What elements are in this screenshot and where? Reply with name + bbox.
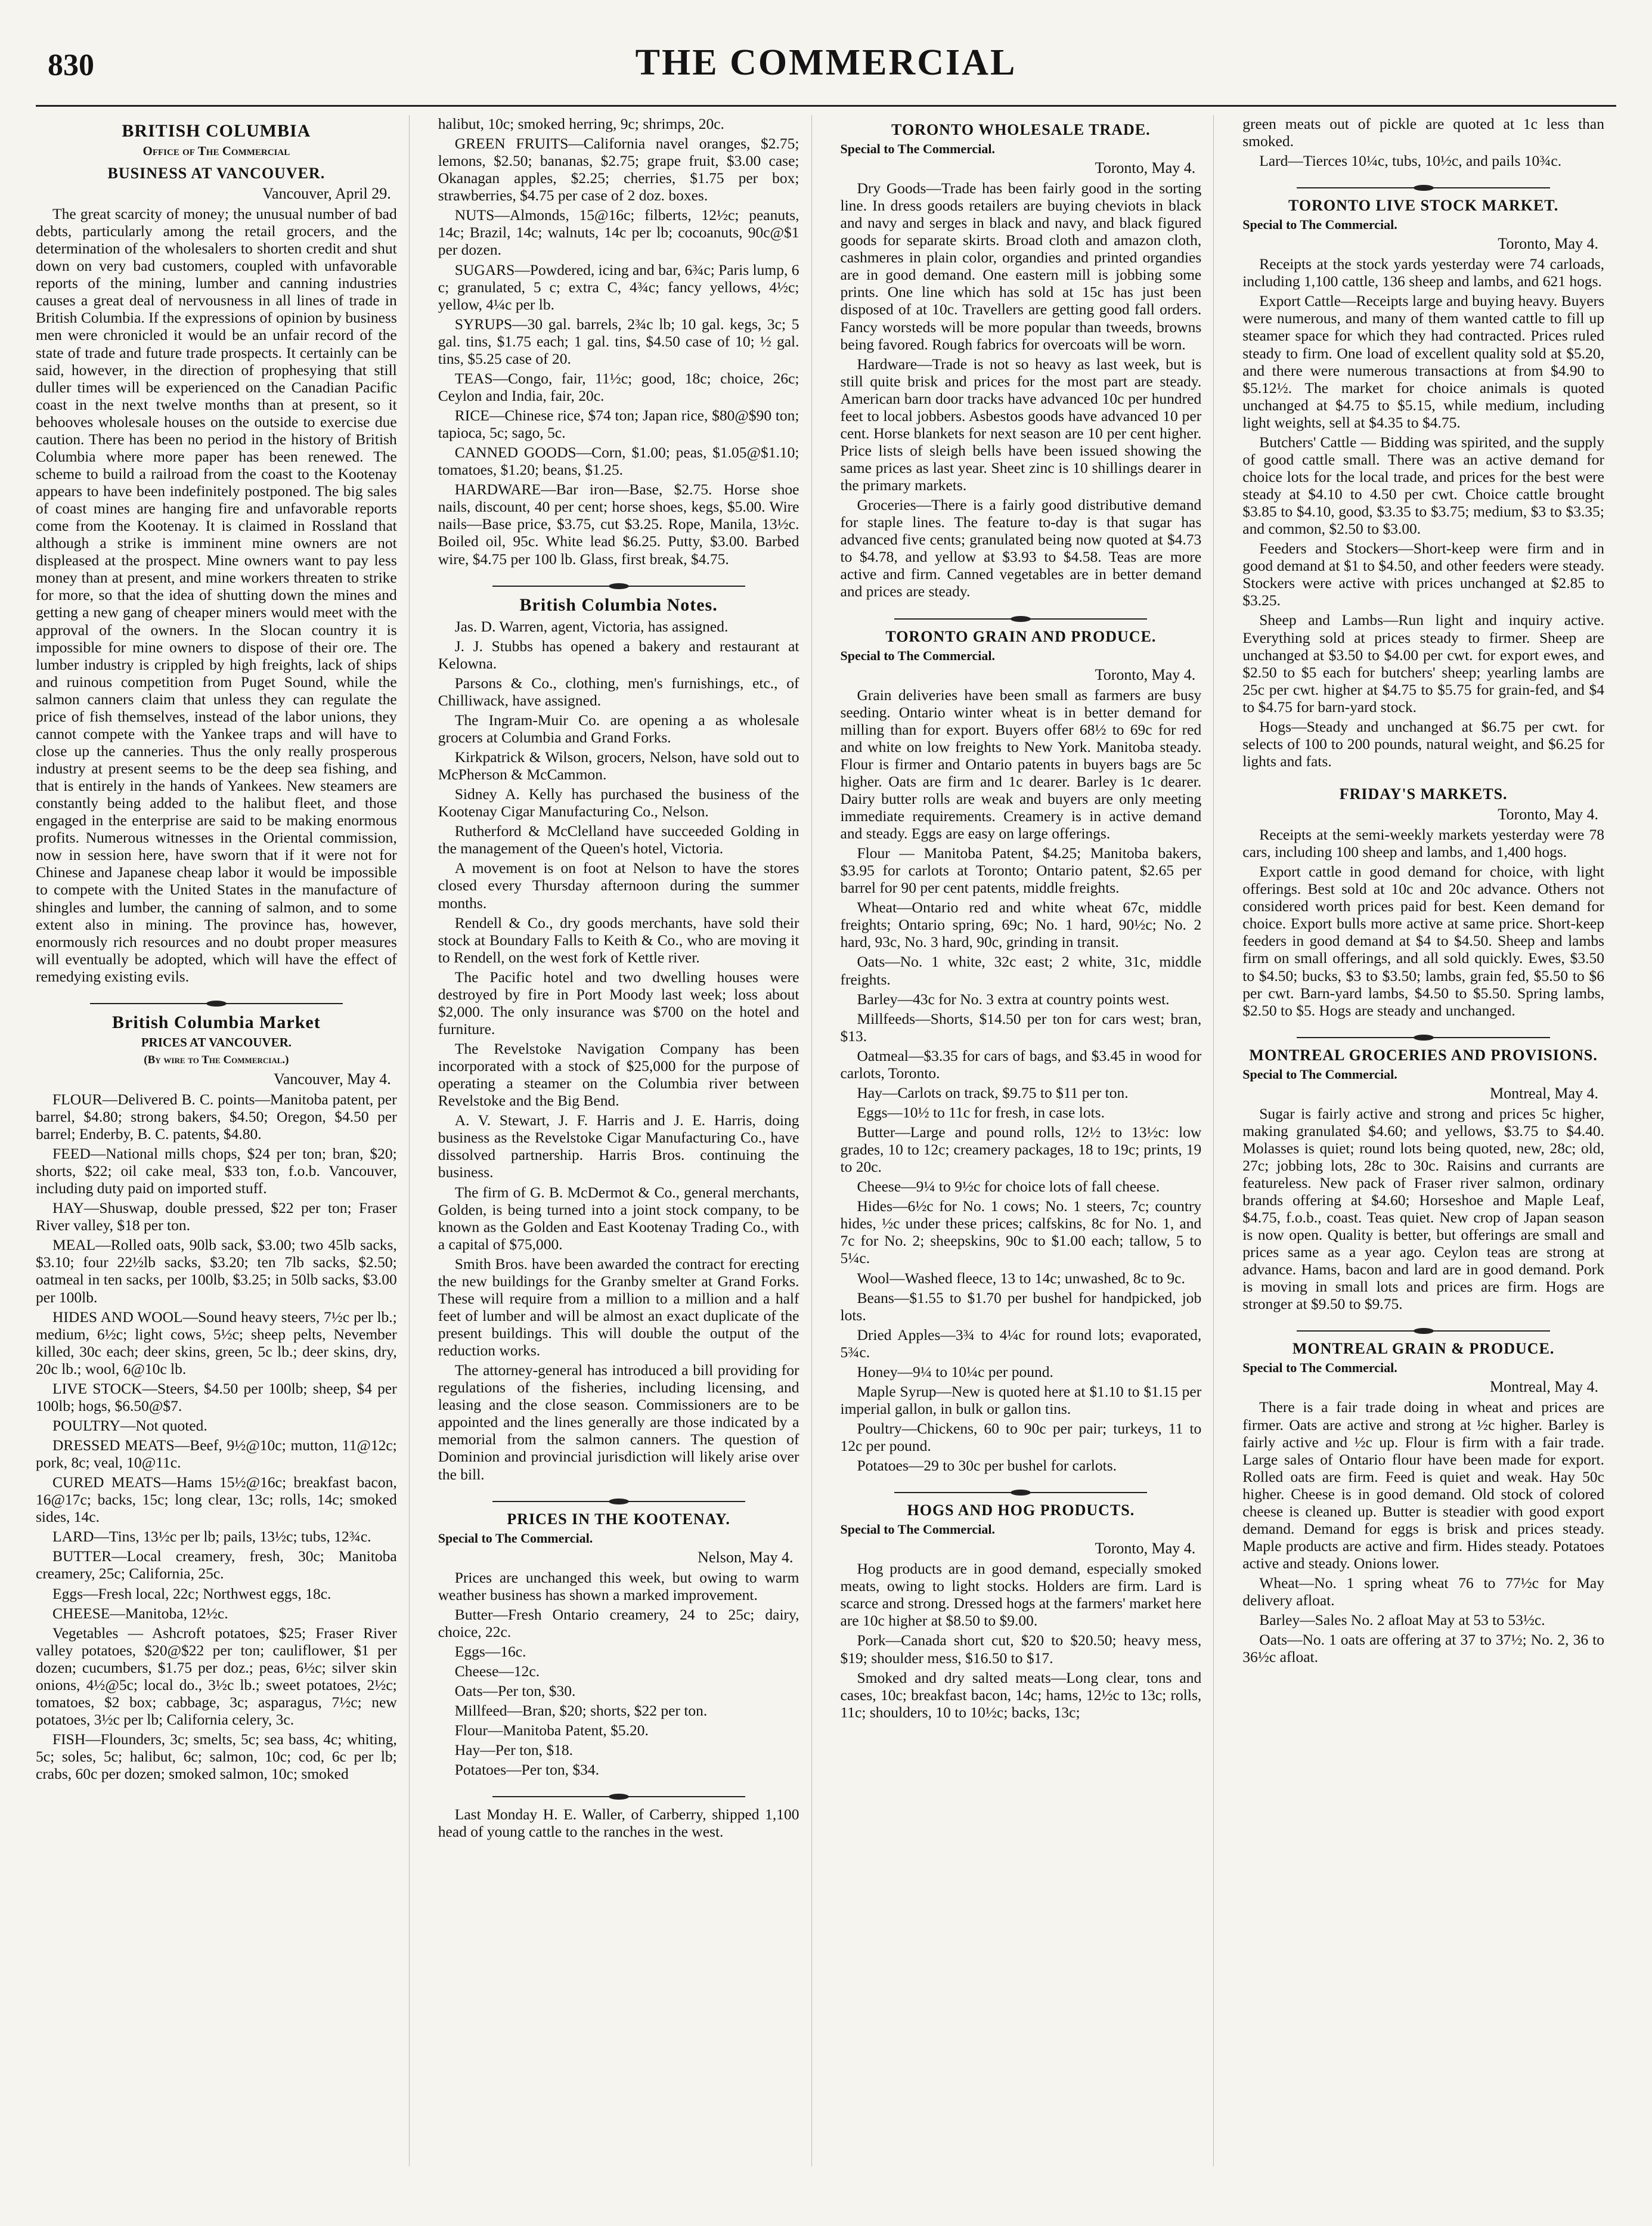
montreal-groceries-heading: MONTREAL GROCERIES AND PROVISIONS. bbox=[1249, 1046, 1598, 1064]
hog-dateline: Toronto, May 4. bbox=[1095, 1540, 1196, 1558]
note-item: J. J. Stubbs has opened a bakery and restaurant at Kelowna. bbox=[438, 637, 799, 672]
live-stock-item: Sheep and Lambs—Run light and inquiry active. Everything sold at prices steady to firmer. Sheep are unchanged at $3.50 to $4.00 per cwt. for export ewes, and $2.50 to $5 each for butchers' sheep; yearling lambs are 25c per cwt. higher at $4.75 to $5.75 for grain-fed, and $4 to $4.75 for barn-yard stock. bbox=[1242, 611, 1604, 716]
live-stock-heading: TORONTO LIVE STOCK MARKET. bbox=[1288, 197, 1559, 215]
note-item: Kirkpatrick & Wilson, grocers, Nelson, have sold out to McPherson & McCammon. bbox=[438, 748, 799, 784]
bc-market-continued bbox=[438, 115, 799, 568]
live-stock-dateline: Toronto, May 4. bbox=[1498, 235, 1598, 253]
lard-continued: Lard—Tierces 10¼c, tubs, 10½c, and pails 10¾c. bbox=[1259, 152, 1562, 170]
business-heading: BUSINESS AT VANCOUVER. bbox=[107, 165, 326, 182]
market-feed: FEED—National mills chops, $24 per ton; bran, $20; shorts, $22; oil cake meal, $33 ton, f.o.b. Vancouver, including duty paid on imported stuff. bbox=[36, 1145, 397, 1197]
green-fruits: GREEN FRUITS—California navel oranges, $2.75; lemons, $2.50; bananas, $2.75; grape fruit, $3.00 case; Okanagan apples, $2.25; cherries, $1.75 per box; strawberries, $4.75 per case of 2 doz. boxes. bbox=[438, 135, 799, 205]
montreal-groceries-section bbox=[1242, 1047, 1604, 1313]
montreal-produce-item: Barley—Sales No. 2 afloat May at 53 to 53½c. bbox=[1259, 1611, 1545, 1629]
grain-item: Wool—Washed fleece, 13 to 14c; unwashed, 8c to 9c. bbox=[857, 1269, 1185, 1287]
market-subheading: PRICES AT VANCOUVER. bbox=[141, 1035, 292, 1049]
note-item: The Revelstoke Navigation Company has been incorporated with a stock of $25,000 for the purpose of operating a steamer on the Columbia river between Revelstoke and the Big Bend. bbox=[438, 1040, 799, 1110]
grain-item: Grain deliveries have been small as farmers are busy seeding. Ontario winter wheat is in better demand for milling than for export. Buyers offer 68½ to 69c for red and white on low freights to New York. Manitoba steady. Flour is firmer and Ontario patents in buyers bags are 5c higher. Oats are firm and 1c dearer. Barley is 1c dearer. Dairy butter rolls are weak and buyers are only meeting immediate requirements. Creamery is in active demand and steady. Eggs are easy on large offerings. bbox=[840, 686, 1202, 842]
syrups: SYRUPS—30 gal. barrels, 2¾c lb; 10 gal. kegs, 3c; 5 gal. tins, $1.75 each; 1 gal. tins, $4.50 case of 10; ½ gal. tins, $5.25 case of 20. bbox=[438, 315, 799, 367]
toronto-grain-section bbox=[841, 628, 1202, 1475]
montreal-groceries-dateline: Montreal, May 4. bbox=[1490, 1084, 1598, 1102]
trade-heading: TORONTO WHOLESALE TRADE. bbox=[891, 121, 1151, 138]
header-rule bbox=[36, 105, 1616, 107]
kootenay-section bbox=[438, 1510, 799, 1779]
montreal-produce-special: Special to The Commercial. bbox=[1242, 1360, 1397, 1376]
kootenay-item: Eggs—16c. bbox=[454, 1642, 526, 1660]
bc-notes-section bbox=[438, 595, 799, 1483]
market-hides: HIDES AND WOOL—Sound heavy steers, 7½c per lb.; medium, 6½c; light cows, 5½c; sheep pelts, Nevember killed, 30c each; deer skins, green, 5c lb.; deer skins, dry, 20c lb.; wool, 6@10c lb. bbox=[36, 1308, 397, 1377]
live-stock-special: Special to The Commercial. bbox=[1242, 217, 1397, 233]
friday-dateline: Toronto, May 4. bbox=[1498, 806, 1598, 823]
market-dressed-meats: DRESSED MEATS—Beef, 9½@10c; mutton, 11@12c; pork, 8c; veal, 10@11c. bbox=[36, 1436, 397, 1472]
kootenay-item: Millfeed—Bran, $20; shorts, $22 per ton. bbox=[454, 1702, 708, 1719]
note-item: Sidney A. Kelly has purchased the business of the Kootenay Cigar Manufacturing Co., Nelson. bbox=[438, 785, 799, 821]
grain-item: Beans—$1.55 to $1.70 per bushel for handpicked, job lots. bbox=[840, 1289, 1202, 1324]
friday-markets-section bbox=[1242, 785, 1604, 1019]
note-item: The Ingram-Muir Co. are opening a as wholesale grocers at Columbia and Grand Forks. bbox=[438, 711, 799, 746]
masthead: THE COMMERCIAL bbox=[635, 42, 1017, 83]
kootenay-item: Potatoes—Per ton, $34. bbox=[454, 1761, 599, 1779]
hog-item: Pork—Canada short cut, $20 to $20.50; heavy mess, $19; shoulder mess, $16.50 to $17. bbox=[840, 1631, 1202, 1667]
market-fish: FISH—Flounders, 3c; smelts, 5c; sea bass, 4c; whiting, 5c; soles, 5c; halibut, 6c; salmon, 10c; cod, 6c per lb; crabs, 60c per dozen; smoked salmon, 10c; smoked bbox=[36, 1730, 397, 1783]
market-vegetables: Vegetables — Ashcroft potatoes, $25; Fraser River valley potatoes, $20@$22 per ton; cauliflower, $1 per dozen; cucumbers, $1.75 per doz.; peas, 6½c; silver skin onions, 4½@5c; local do., 3½c lb.; sweet potatoes, 2½c; tomatoes, $2 box; cabbage, 3c; asparagus, 7½c; new potatoes, 3½c per lb; California celery, 3c. bbox=[36, 1624, 397, 1728]
montreal-groceries-item: Sugar is fairly active and strong and prices 5c higher, making granulated $4.60; and yellows, $3.75 to $4.40. Molasses is quiet; round lots being quoted, new, 28c; old, 27c; jobbing lots, 28c to 30c. Raisins and currants are featureless. New pack of Fraser river salmon, ordinary brands offering at $4.60; Horseshoe and Maple Leaf, $4.75, f.o.b., coast. Teas quiet. New crop of Japan season is now open. Quality is better, but offerings are small and prices same as a year ago. Ceylon teas are strong at advance. Hams, bacon and lard are in good demand. Pork is moving in small lots and prices are firm. Hogs are stronger at $9.50 to $9.75. bbox=[1242, 1104, 1604, 1313]
grain-item: Eggs—10½ to 11c for fresh, in case lots. bbox=[857, 1103, 1105, 1121]
grain-item: Wheat—Ontario red and white wheat 67c, middle freights; Ontario spring, 69c; No. 1 hard, 90½c; No. 2 hard, 93c, No. 3 hard, 90c, grinding in transit. bbox=[840, 899, 1202, 951]
montreal-produce-item: There is a fair trade doing in wheat and prices are firmer. Oats are active and strong at ½c higher. Barley is fairly active and ½c up. Flour is firm with a fair trade. Large sales of Ontario flour have been made for export. Rolled oats are firm. Feed is quiet and weak. Hay 50c higher. Cheese is in good demand. Old stock of colored cheese is cleaned up. Butter is steadier with good export demand. Demand for eggs is brisk and prices steady. Maple products are active and firm. Hides steady. Potatoes active and steady. Onions lower. bbox=[1242, 1398, 1604, 1572]
hardware: HARDWARE—Bar iron—Base, $2.75. Horse shoe nails, discount, 40 per cent; horse shoes, kegs, $5.00. Wire nails—Base price, $3.75, cut $3.25. Rope, Manila, 13½c. Boiled oil, 95c. White lead $6.25. Putty, $3.00. Barbed wire, $4.75 per 100 lb. Glass, first break, $4.75. bbox=[438, 481, 799, 568]
grain-dateline: Toronto, May 4. bbox=[1095, 665, 1196, 683]
market-flour: FLOUR—Delivered B. C. points—Manitoba patent, per barrel, $4.80; strong bakers, $4.50; Oregon, $4.50 per barrel; Enderby, B. C. patents, $4.80. bbox=[36, 1090, 397, 1143]
grain-item: Hay—Carlots on track, $9.75 to $11 per ton. bbox=[857, 1083, 1129, 1101]
bc-market-section bbox=[36, 1013, 397, 1782]
hog-item: Smoked and dry salted meats—Long clear, tons and cases, 10c; breakfast bacon, 14c; hams, 12½c to 13c; rolls, 11c; shoulders, 10 to 10½c; backs, 13c; bbox=[840, 1668, 1202, 1721]
grain-item: Honey—9¼ to 10¼c per pound. bbox=[857, 1363, 1053, 1380]
page-number: 830 bbox=[48, 48, 94, 82]
canned-goods: CANNED GOODS—Corn, $1.00; peas, $1.05@$1.10; tomatoes, $1.20; beans, $1.25. bbox=[438, 444, 799, 479]
grain-item: Hides—6½c for No. 1 cows; No. 1 steers, 7c; country hides, ½c under these prices; calfskins, 8c for No. 1, and 7c for No. 2; sheepskins, 90c to $1.00 each; tallow, 5 to 5¼c. bbox=[840, 1197, 1202, 1267]
live-stock-item: Feeders and Stockers—Short-keep were firm and in good demand at $1 to $4.50, and other feeders were steady. Stockers were active with prices unchanged at $2.85 to $3.25. bbox=[1242, 540, 1604, 609]
column-1 bbox=[36, 115, 410, 2166]
grain-item: Barley—43c for No. 3 extra at country points west. bbox=[857, 990, 1170, 1008]
business-paragraph: The great scarcity of money; the unusual number of bad debts, particularly among the retail grocers, and the determination of the wholesalers to shorten credit and shut down on very bad customers, coupled with unfavorable reports of the mining, lumber and canning industries causes a great deal of nervousness in all lines of trade in British Columbia. If the expressions of opinion by business men were chronicled it would be an unfair record of the state of trade and future trade prospects. It certainly can be said, however, in the direction of prophesying that still duller times will be experienced on the Canadian Pacific coast in the next twelve months than at present, so it behooves wholesale houses on the outside to exercise due caution. There has been no period in the history of British Columbia where more paper has been renewed. The scheme to build a railroad from the coast to the Kootenay appears to have been indefinitely postponed. The big sales of coast mines are hanging fire and unfavorable reports come from the Kootenay. It is claimed in Rossland that although a strike is imminent mine owners are not displeased at the prospect. Mine owners want to pay less money than at present, and mine workers threaten to strike for more, so that the idea of shutting down the mines and getting a new gang of cheaper miners would meet with the approval of the owners. In the Slocan country it is impossible for mine owners to dispose of their ore. The lumber industry is crippled by high freights, lack of ships and ruinous competition from Puget Sound, while the salmon canners claim that unless they can regulate the price of fish themselves, instead of the labor unions, they cannot compete with the Yankee traps and will have to close up the canneries. Thus the only really prosperous industry at present seems to be the deep sea fishing, and that is entirely in the hands of Yankees. New steamers are constantly being added to the halibut fleet, and those engaged in the enterprise are said to be making enormous profits. Numerous witnesses in the Oriental commission, now in session here, have sworn that if it were not for Chinese and Japanese cheap labor it would be impossible to compete with the United States in the manufacture of shingles and lumber, the canning of salmon, and to some extent also in mining. The province has, however, enormously rich resources and no doubt proper measures will eventually be adopted, which will have the effect of remedying existing evils. bbox=[36, 205, 397, 985]
grain-item: Cheese—9¼ to 9½c for choice lots of fall cheese. bbox=[857, 1178, 1160, 1196]
live-stock-item: Butchers' Cattle — Bidding was spirited, and the supply of good cattle small. There was an active demand for choice lots for the local trade, and prices for the best were steady at $4.10 to 4.50 per cwt. Choice cattle brought $3.85 to $4.10, good, $3.35 to $3.75; medium, $3 to $3.35; and common, $2.50 to $3.00. bbox=[1242, 433, 1604, 538]
teas: TEAS—Congo, fair, 11½c; good, 18c; choice, 26c; Ceylon and India, fair, 20c. bbox=[438, 369, 799, 404]
friday-item: Export cattle in good demand for choice, with light offerings. Best sold at 10c and 20c advance. Others not considered worth prices paid for best. Keen demand for choice. Export bulls more active at same price. Short-keep feeders in good demand at $4 to $4.50. Sheep and lambs firm on small offerings, and all sold quickly. Ewes, $3.50 to $4.50; bucks, $3 to $3.50; lambs, grain fed, $5.50 to $6 per cwt. Barn-yard lambs, $4.50 to $5.50. Spring lambs, $2.50 to $5. Hogs are steady and unchanged. bbox=[1242, 863, 1604, 1019]
notes-heading: British Columbia Notes. bbox=[519, 595, 718, 615]
montreal-produce-dateline: Montreal, May 4. bbox=[1490, 1378, 1598, 1396]
section-divider bbox=[894, 1490, 1147, 1496]
live-stock-section bbox=[1242, 197, 1604, 770]
note-item: Jas. D. Warren, agent, Victoria, has assigned. bbox=[454, 617, 729, 635]
market-heading: British Columbia Market bbox=[112, 1012, 321, 1032]
kootenay-item: Flour—Manitoba Patent, $5.20. bbox=[454, 1722, 649, 1739]
sugars: SUGARS—Powdered, icing and bar, 6¾c; Paris lump, 6 c; granulated, 5 c; extra C, 4¾c; fancy yellows, 4½c; yellow, 4¼c per lb. bbox=[438, 261, 799, 313]
bc-title: BRITISH COLUMBIA bbox=[122, 121, 311, 141]
market-wire-note: (By wire to The Commercial.) bbox=[144, 1053, 289, 1066]
business-dateline: Vancouver, April 29. bbox=[262, 185, 391, 202]
section-divider bbox=[492, 1499, 745, 1504]
friday-item: Receipts at the semi-weekly markets yesterday were 78 cars, including 100 sheep and lambs, and 1,400 hogs. bbox=[1242, 826, 1604, 861]
halibut-continued: halibut, 10c; smoked herring, 9c; shrimps, 20c. bbox=[438, 115, 724, 132]
friday-heading: FRIDAY'S MARKETS. bbox=[1339, 785, 1508, 803]
hog-continued bbox=[1242, 115, 1604, 169]
trade-hardware: Hardware—Trade is not so heavy as last week, but is still quite brisk and prices for the most part are steady. American barn door tracks have advanced 10c per hundred feet to local jobbers. Asbestos goods have advanced 10 per cent. Horse blankets for next season are 10 per cent higher. Price lists of sleigh bells have been issued showing the same prices as last year. Sheet zinc is 10 shillings dearer in the primary markets. bbox=[840, 355, 1202, 494]
market-dateline: Vancouver, May 4. bbox=[273, 1070, 391, 1088]
market-cured-meats: CURED MEATS—Hams 15½@16c; breakfast bacon, 16@17c; backs, 15c; long clear, 13c; rolls, 14c; smoked sides, 14c. bbox=[36, 1473, 397, 1526]
market-hay: HAY—Shuswap, double pressed, $22 per ton; Fraser River valley, $18 per ton. bbox=[36, 1199, 397, 1234]
grain-special: Special to The Commercial. bbox=[840, 648, 995, 663]
note-item: Parsons & Co., clothing, men's furnishings, etc., of Chilliwack, have assigned. bbox=[438, 674, 799, 709]
section-divider bbox=[1297, 185, 1550, 191]
market-lard: LARD—Tins, 13½c per lb; pails, 13½c; tubs, 12¾c. bbox=[52, 1528, 371, 1546]
grain-item: Oats—No. 1 white, 32c east; 2 white, 31c, middle freights. bbox=[840, 953, 1202, 988]
grain-item: Flour — Manitoba Patent, $4.25; Manitoba bakers, $3.95 for carlots at Toronto; Ontario patent, $2.65 per barrel for 90 per cent patents, middle freights. bbox=[840, 844, 1202, 897]
section-divider bbox=[1297, 1035, 1550, 1041]
section-divider bbox=[90, 1001, 343, 1007]
trade-dry-goods: Dry Goods—Trade has been fairly good in the sorting line. In dress goods retailers are buying cheviots in black and navy and serges in black and navy, and black figured goods for separate skirts. Broad cloth and amazon cloth, cashmeres in plain color, organdies and printed organdies are in good demand. One eastern mill is jobbing some prints. One line which has sold at 15c has just been disposed of at 10c. Travellers are getting good fall orders. Fancy worsteds will be more popular than tweeds, browns being favored. Rough fabrics for overcoats will be worn. bbox=[840, 179, 1202, 353]
hog-products-section bbox=[841, 1501, 1202, 1721]
kootenay-dateline: Nelson, May 4. bbox=[698, 1548, 794, 1566]
hog-item: Hog products are in good demand, especially smoked meats, owing to light stocks. Holders are firm. Lard is scarce and strong. Dressed hogs at the farmers' market here are 10c higher at $8.50 to $9.00. bbox=[840, 1560, 1202, 1630]
section-divider bbox=[492, 1794, 745, 1800]
kootenay-item: Butter—Fresh Ontario creamery, 24 to 25c; dairy, choice, 22c. bbox=[438, 1605, 799, 1640]
column-4 bbox=[1242, 115, 1616, 2166]
kootenay-item: Prices are unchanged this week, but owing to warm weather business has shown a marked improvement. bbox=[438, 1568, 799, 1603]
green-meats-continued: green meats out of pickle are quoted at 1c less than smoked. bbox=[1242, 115, 1604, 150]
section-divider bbox=[894, 616, 1147, 622]
note-item: The attorney-general has introduced a bill providing for regulations of the fisheries, including licensing, and leasing and the close season. Commissioners are to be appointed and the lines generally are those indicated by a memorial from the salmon canners. The question of Dominion and provincial jurisdiction will likely arise over the bill. bbox=[438, 1361, 799, 1483]
note-item: Smith Bros. have been awarded the contract for erecting the new buildings for the Granby smelter at Grand Forks. These will require from a million to a million and a half feet of lumber and will be almost an exact duplicate of the present buildings. This will double the output of the reduction works. bbox=[438, 1255, 799, 1360]
note-item: The Pacific hotel and two dwelling houses were destroyed by fire in Port Moody last week; loss about $2,000. The only insurance was $700 on the hotel and furniture. bbox=[438, 968, 799, 1038]
live-stock-item: Export Cattle—Receipts large and buying heavy. Buyers were numerous, and many of them wanted cattle to fill up steamer space for which they had contracted. Prices ruled steady to firm. One load of excellent quality sold at $5.20, and there were numerous transactions at from $4.90 to $5.12½. The market for choice animals is quoted unchanged at $4.75 to $5.15, while medium, including light weights, sell at $4.35 to $4.75. bbox=[1242, 292, 1604, 431]
note-item: Rutherford & McClelland have succeeded Golding in the management of the Queen's hotel, Victoria. bbox=[438, 822, 799, 857]
grain-heading: TORONTO GRAIN AND PRODUCE. bbox=[885, 627, 1157, 645]
live-stock-item: Receipts at the stock yards yesterday were 74 carloads, including 1,100 cattle, 136 sheep and lambs, and 621 hogs. bbox=[1242, 255, 1604, 290]
toronto-wholesale-section bbox=[841, 121, 1202, 600]
note-item: The firm of G. B. McDermot & Co., general merchants, Golden, is being turned into a joint stock company, to be known as the Golden and East Kootenay Trading Co., with a capital of $75,000. bbox=[438, 1183, 799, 1253]
montreal-produce-heading: MONTREAL GRAIN & PRODUCE. bbox=[1292, 1340, 1555, 1358]
grain-item: Butter—Large and pound rolls, 12½ to 13½c: low grades, 10 to 12c; creamery packages, 18 to 19c; prints, 19 to 20c. bbox=[840, 1123, 1202, 1176]
grain-item: Potatoes—29 to 30c per bushel for carlots. bbox=[857, 1457, 1117, 1475]
bc-office: Office of The Commercial bbox=[142, 144, 290, 158]
kootenay-heading: PRICES IN THE KOOTENAY. bbox=[507, 1510, 730, 1528]
kootenay-item: Cheese—12c. bbox=[454, 1662, 540, 1680]
section-divider bbox=[492, 583, 745, 589]
market-cheese: CHEESE—Manitoba, 12½c. bbox=[52, 1604, 228, 1622]
montreal-produce-section bbox=[1242, 1340, 1604, 1665]
grain-item: Millfeeds—Shorts, $14.50 per ton for cars west; bran, $13. bbox=[840, 1010, 1202, 1045]
rice: RICE—Chinese rice, $74 ton; Japan rice, $80@$90 ton; tapioca, 5c; sago, 5c. bbox=[438, 407, 799, 442]
kootenay-item: Hay—Per ton, $18. bbox=[454, 1741, 574, 1759]
grain-item: Poultry—Chickens, 60 to 90c per pair; turkeys, 11 to 12c per pound. bbox=[840, 1420, 1202, 1455]
waller-note: Last Monday H. E. Waller, of Carberry, shipped 1,100 head of young cattle to the ranches in the west. bbox=[438, 1806, 799, 1841]
live-stock-item: Hogs—Steady and unchanged at $6.75 per cwt. for selects of 100 to 200 pounds, natural weight, and $6.25 for lights and fats. bbox=[1242, 717, 1604, 770]
hog-heading: HOGS AND HOG PRODUCTS. bbox=[907, 1501, 1135, 1519]
market-livestock: LIVE STOCK—Steers, $4.50 per 100lb; sheep, $4 per 100lb; hogs, $6.50@$7. bbox=[36, 1379, 397, 1414]
bc-business-section bbox=[36, 121, 397, 985]
nuts: NUTS—Almonds, 15@16c; filberts, 12½c; peanuts, 14c; Brazil, 14c; walnuts, 14c per lb; cocoanuts, 90c@$1 per dozen. bbox=[438, 206, 799, 259]
montreal-produce-item: Oats—No. 1 oats are offering at 37 to 37½; No. 2, 36 to 36½c afloat. bbox=[1242, 1631, 1604, 1666]
column-3 bbox=[841, 115, 1214, 2166]
note-item: A. V. Stewart, J. F. Harris and J. E. Harris, doing business as the Revelstoke Cigar Manufacturing Co., have dissolved partnership. Harris Bros. continuing the business. bbox=[438, 1112, 799, 1181]
kootenay-item: Oats—Per ton, $30. bbox=[454, 1682, 576, 1699]
market-eggs: Eggs—Fresh local, 22c; Northwest eggs, 18c. bbox=[52, 1584, 331, 1602]
section-divider bbox=[1297, 1328, 1550, 1334]
columns bbox=[36, 115, 1616, 2166]
market-butter: BUTTER—Local creamery, fresh, 30c; Manitoba creamery, 25c; California, 25c. bbox=[36, 1547, 397, 1583]
market-meal: MEAL—Rolled oats, 90lb sack, $3.00; two 45lb sacks, $3.10; four 22½lb sacks, $3.20; ten 7lb sacks, $2.50; oatmeal in ten sacks, per 100lb, $3.25; in 50lb sacks, $3.00 per 100lb. bbox=[36, 1236, 397, 1306]
note-item: A movement is on foot at Nelson to have the stores closed every Thursday afternoon during the summer months. bbox=[438, 859, 799, 912]
trade-special: Special to The Commercial. bbox=[840, 141, 995, 156]
kootenay-special: Special to The Commercial. bbox=[438, 1530, 593, 1546]
page-header bbox=[36, 42, 1616, 101]
grain-item: Dried Apples—3¾ to 4¼c for round lots; evaporated, 5¾c. bbox=[840, 1326, 1202, 1361]
column-2 bbox=[438, 115, 812, 2166]
montreal-produce-item: Wheat—No. 1 spring wheat 76 to 77½c for May delivery afloat. bbox=[1242, 1574, 1604, 1609]
market-poultry: POULTRY—Not quoted. bbox=[52, 1416, 207, 1434]
trade-groceries: Groceries—There is a fairly good distributive demand for staple lines. The feature to-day is that sugar has advanced five cents; granulated being now quoted at $4.73 to $4.78, and yellow at $3.93 to $4.58. Teas are more active and firm. Canned vegetables are in better demand and prices are steady. bbox=[840, 496, 1202, 600]
trade-dateline: Toronto, May 4. bbox=[1095, 159, 1196, 177]
grain-item: Maple Syrup—New is quoted here at $1.10 to $1.15 per imperial gallon, in bulk or gallon tins. bbox=[840, 1382, 1202, 1417]
montreal-groceries-special: Special to The Commercial. bbox=[1242, 1066, 1397, 1082]
note-item: Rendell & Co., dry goods merchants, have sold their stock at Boundary Falls to Keith & Co., who are moving it to Rendell, on the west fork of Kettle river. bbox=[438, 914, 799, 966]
hog-special: Special to The Commercial. bbox=[840, 1522, 995, 1537]
grain-item: Oatmeal—$3.35 for cars of bags, and $3.45 in wood for carlots, Toronto. bbox=[840, 1047, 1202, 1082]
